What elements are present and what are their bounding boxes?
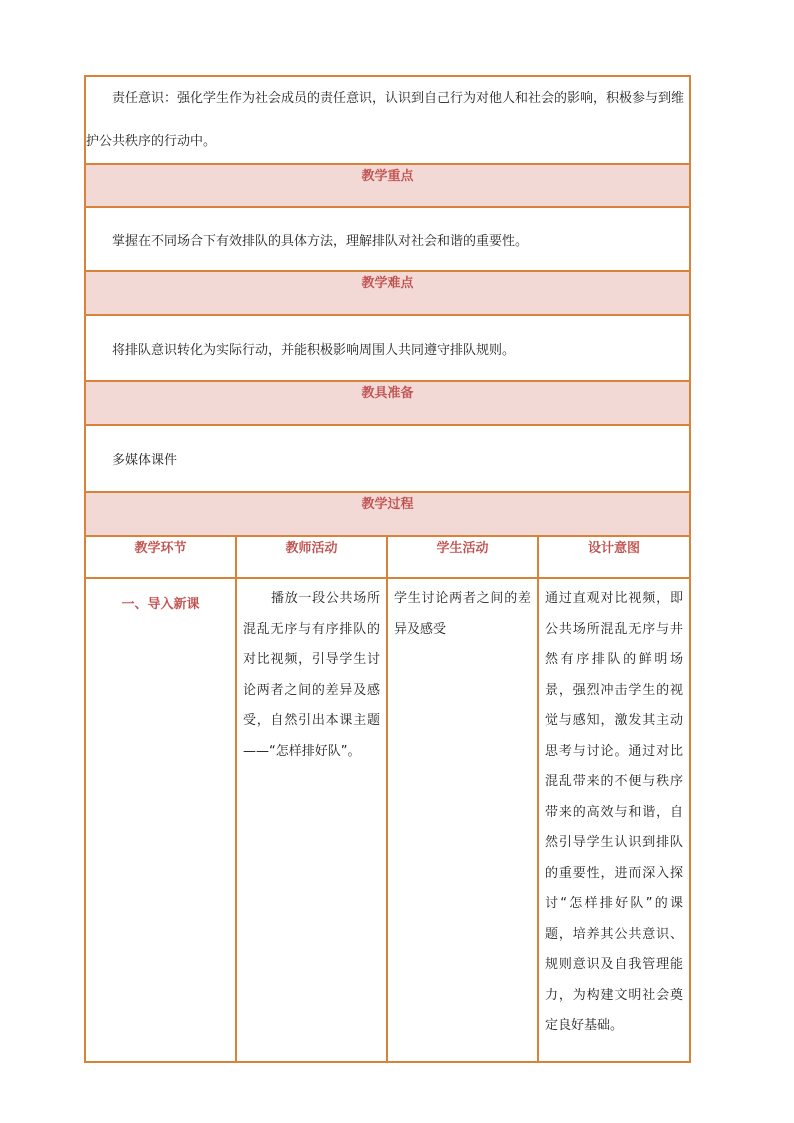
column-header-intent: 设计意图 bbox=[538, 536, 690, 578]
column-header-student: 学生活动 bbox=[387, 536, 538, 578]
materials-heading: 教具准备 bbox=[85, 381, 690, 425]
responsibility-row bbox=[85, 76, 690, 164]
column-header-teacher: 教师活动 bbox=[236, 536, 387, 578]
materials-text: 多媒体课件 bbox=[112, 453, 178, 468]
lesson-plan-table bbox=[84, 75, 691, 1063]
column-header-stage: 教学环节 bbox=[85, 536, 236, 578]
responsibility-text: 责任意识：强化学生作为社会成员的责任意识，认识到自己行为对他人和社会的影响，积极参与到维护公共秩序的行动中。 bbox=[86, 91, 685, 149]
teacher-activity-cell: 播放一段公共场所混乱无序与有序排队的对比视频，引导学生讨论两者之间的差异及感受，自然引出本课主题——“怎样排好队”。 bbox=[236, 578, 387, 1062]
key-points-heading: 教学重点 bbox=[85, 164, 690, 207]
key-points-row bbox=[85, 207, 690, 271]
key-points-text: 掌握在不同场合下有效排队的具体方法，理解排队对社会和谐的重要性。 bbox=[112, 233, 529, 249]
process-heading: 教学过程 bbox=[85, 492, 690, 536]
difficulties-header-row bbox=[85, 271, 690, 315]
difficulties-text: 将排队意识转化为实际行动，并能积极影响周围人共同遵守排队规则。 bbox=[112, 342, 516, 358]
table-row bbox=[85, 578, 690, 1062]
process-header-row bbox=[85, 492, 690, 536]
difficulties-row bbox=[85, 315, 690, 381]
difficulties-heading: 教学难点 bbox=[85, 271, 690, 315]
student-activity-cell: 学生讨论两者之间的差异及感受 bbox=[387, 578, 538, 1062]
process-column-headers bbox=[85, 536, 690, 578]
stage-cell: 一、导入新课 bbox=[85, 578, 236, 1062]
key-points-header-row bbox=[85, 164, 690, 207]
design-intent-cell: 通过直观对比视频，即公共场所混乱无序与井然有序排队的鲜明场景，强烈冲击学生的视觉与感知，激发其主动思考与讨论。通过对比混乱带来的不便与秩序带来的高效与和谐，自然引导学生认识到排队的重要性，进而深入探讨“怎样排好队”的课题，培养其公共意识、规则意识及自我管理能力，为构建文明社会奠定良好基础。 bbox=[538, 578, 690, 1062]
materials-header-row bbox=[85, 381, 690, 425]
materials-row bbox=[85, 425, 690, 492]
